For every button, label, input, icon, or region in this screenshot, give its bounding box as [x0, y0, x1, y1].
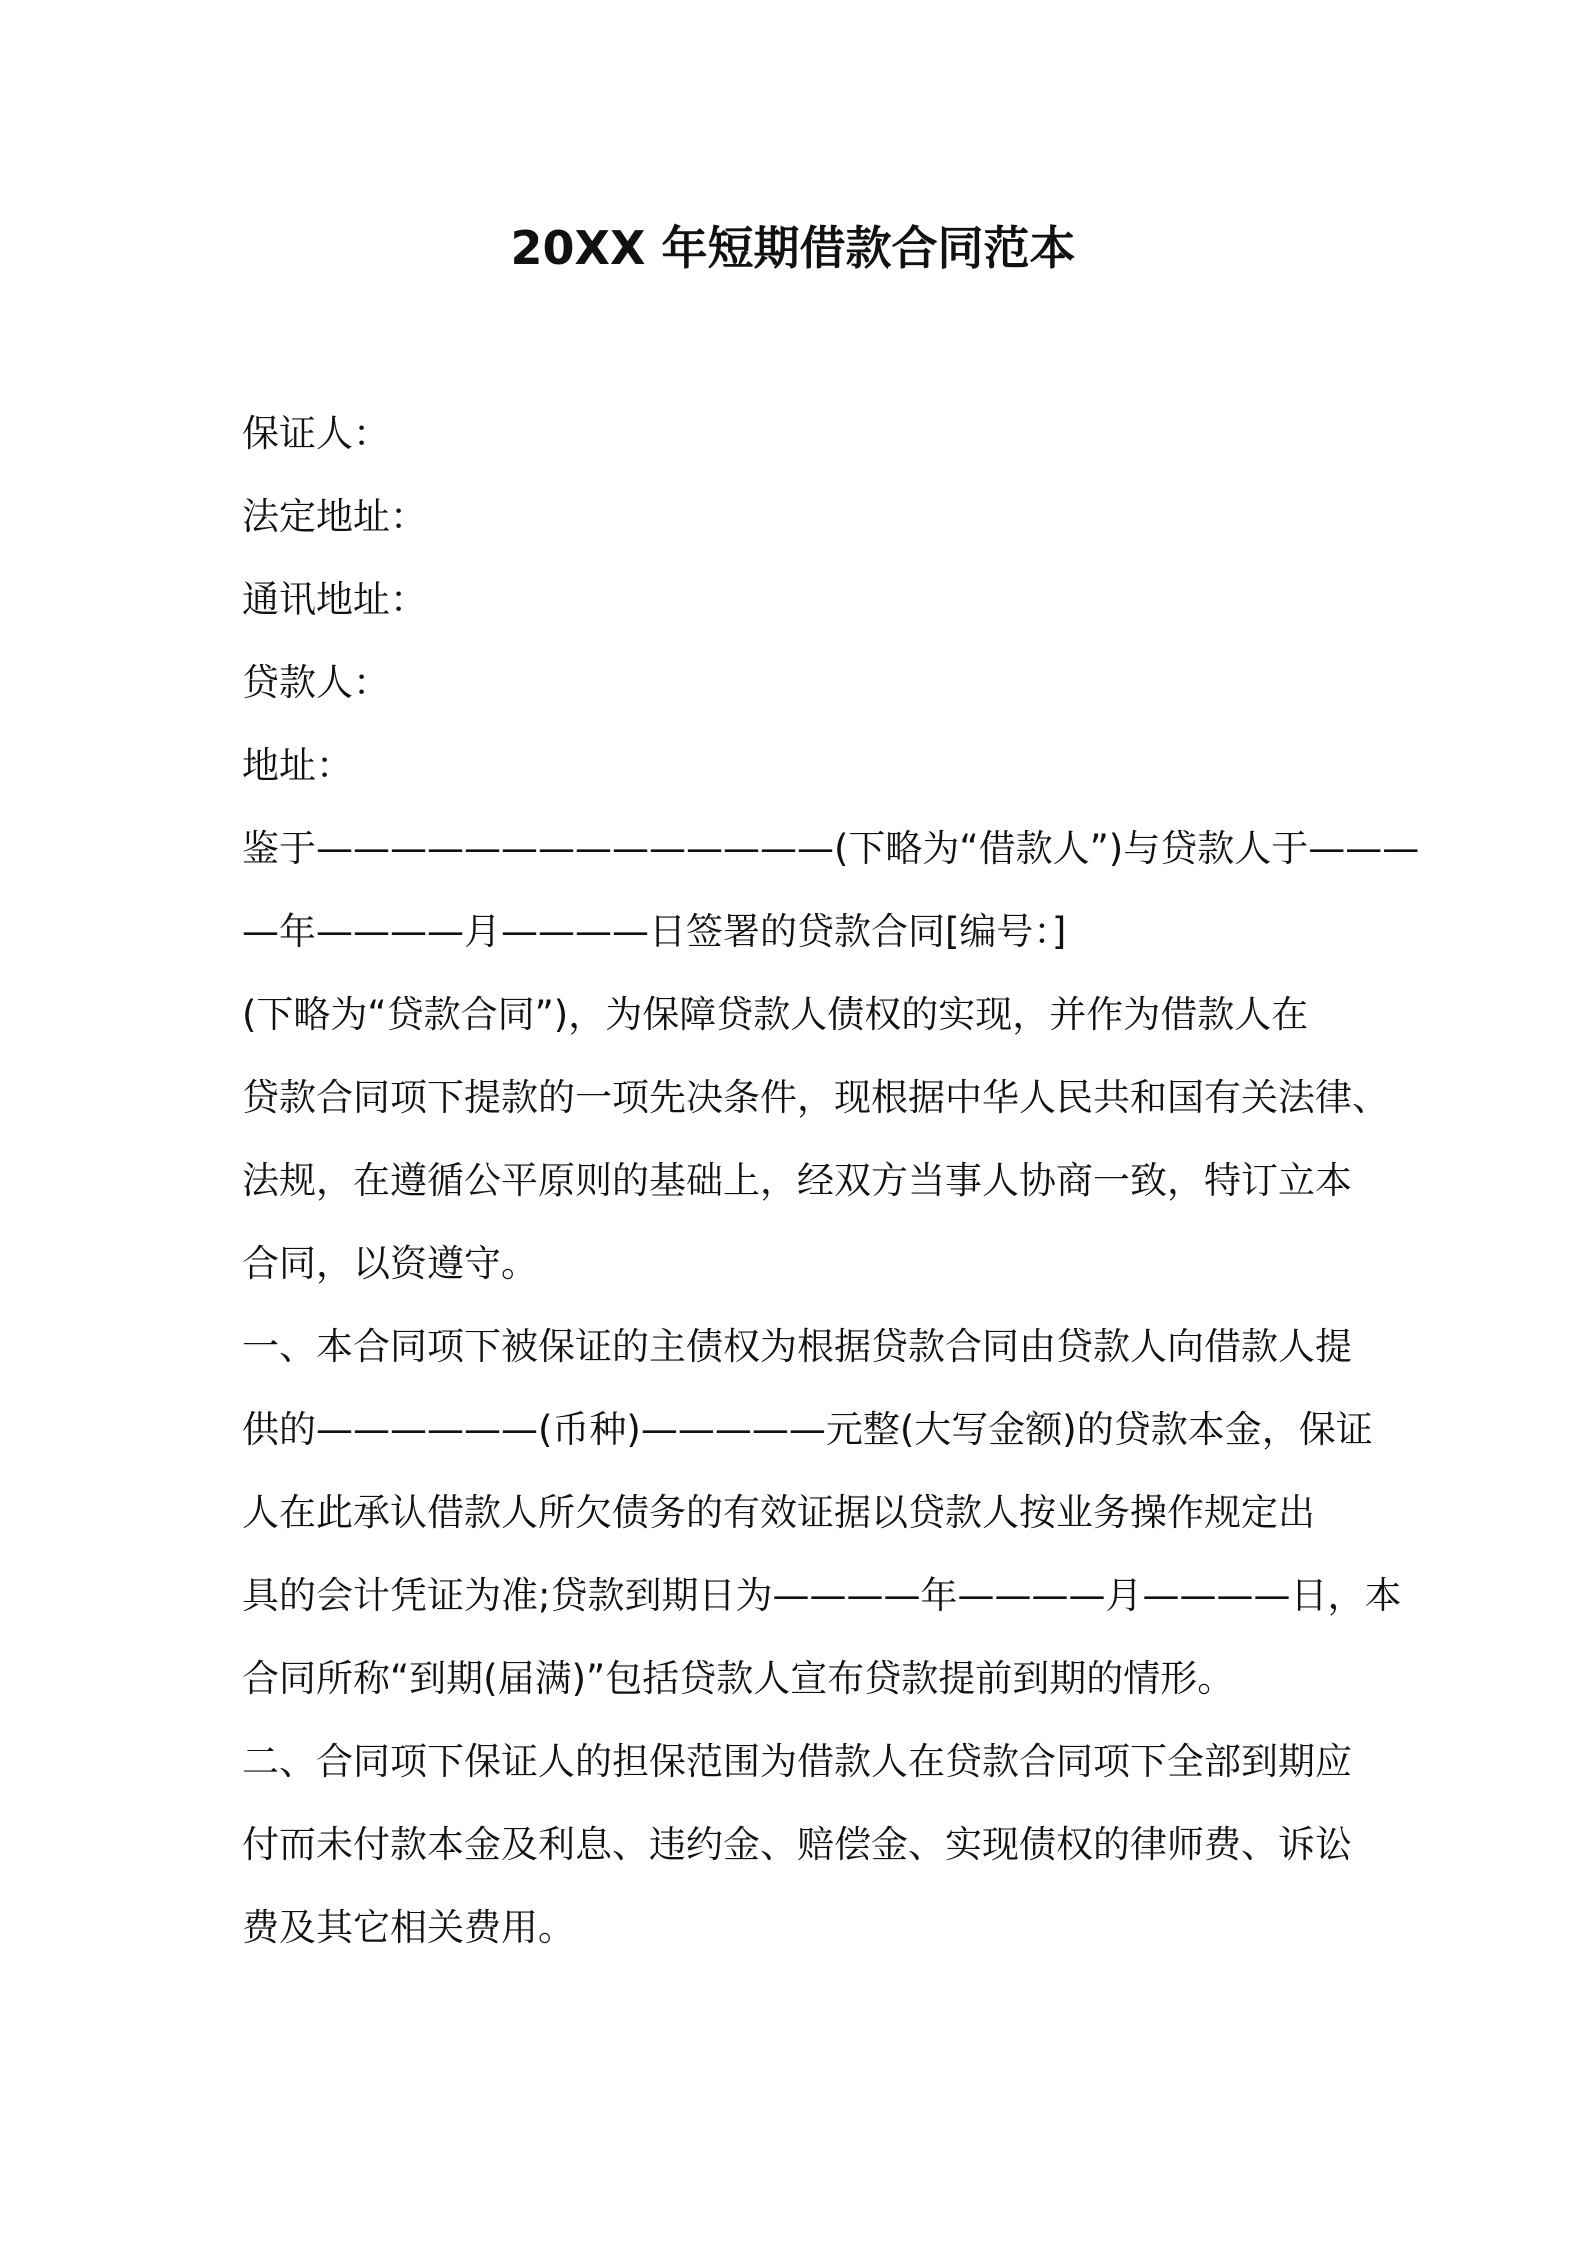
clause-1-line: 一、本合同项下被保证的主债权为根据贷款合同由贷款人向借款人提	[242, 1325, 1352, 1368]
document-title: 20XX 年短期借款合同范本	[510, 221, 1076, 275]
document-body	[242, 407, 1420, 1984]
paragraph-line: 合同，以资遵守。	[242, 1242, 538, 1285]
clause-1-line: 合同所称“到期(届满)”包括贷款人宣布贷款提前到期的情形。	[242, 1657, 1235, 1700]
mailing-address-label: 通讯地址：	[242, 578, 427, 621]
clause-2-line: 付而未付款本金及利息、违约金、赔偿金、实现债权的律师费、诉讼	[242, 1823, 1352, 1866]
clause-2-line: 费及其它相关费用。	[242, 1906, 575, 1949]
clause-1-line: 供的——————(币种)—————元整(大写金额)的贷款本金，保证	[242, 1408, 1373, 1451]
clause-1-line: 具的会计凭证为准;贷款到期日为————年————月————日，本	[242, 1574, 1402, 1617]
paragraph-line: 贷款合同项下提款的一项先决条件，现根据中华人民共和国有关法律、	[242, 1076, 1389, 1119]
guarantor-label: 保证人：	[242, 412, 390, 455]
lender-label: 贷款人：	[242, 661, 390, 704]
clause-1-line: 人在此承认借款人所欠债务的有效证据以贷款人按业务操作规定出	[242, 1491, 1315, 1534]
clause-2-line: 二、合同项下保证人的担保范围为借款人在贷款合同项下全部到期应	[242, 1740, 1352, 1783]
paragraph-line: (下略为“贷款合同”)，为保障贷款人债权的实现，并作为借款人在	[242, 993, 1309, 1036]
paragraph-line: —年————月————日签署的贷款合同[编号：]	[242, 910, 1067, 953]
address-label: 地址：	[242, 744, 353, 787]
paragraph-line: 鉴于——————————————(下略为“借款人”)与贷款人于———	[242, 827, 1420, 870]
legal-address-label: 法定地址：	[242, 495, 427, 538]
paragraph-line: 法规，在遵循公平原则的基础上，经双方当事人协商一致，特订立本	[242, 1159, 1352, 1202]
